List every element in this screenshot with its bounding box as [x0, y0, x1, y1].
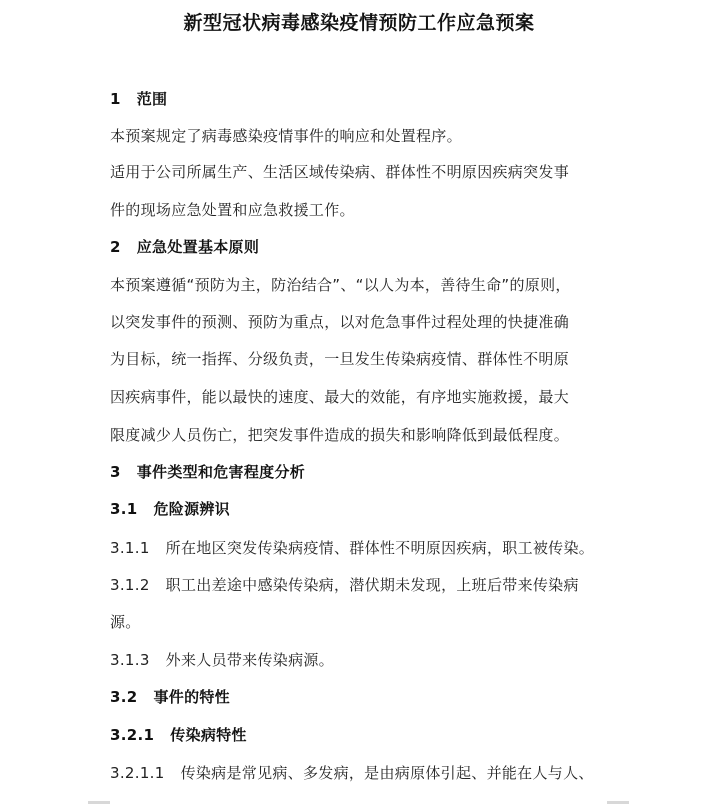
item-number: 3.1.3 — [110, 651, 150, 669]
section-title: 危险源辨识 — [153, 500, 230, 518]
item-text: 外来人员带来传染病源。 — [165, 651, 334, 669]
paragraph-line: 限度减少人员伤亡，把突发事件造成的损失和影响降低到最低程度。 — [110, 426, 570, 444]
paragraph-line: 为目标，统一指挥、分级负责，一旦发生传染病疫情、群体性不明原 — [110, 350, 570, 368]
section-3-2-1-heading — [110, 724, 620, 745]
item-number: 3.1.2 — [110, 576, 150, 594]
list-item-3-1-1 — [110, 537, 620, 558]
section-title: 事件类型和危害程度分析 — [136, 463, 306, 481]
item-text: 所在地区突发传染病疫情、群体性不明原因疾病，职工被传染。 — [165, 539, 595, 557]
section-2-heading — [110, 236, 620, 257]
list-item-3-1-3 — [110, 649, 620, 670]
section-3-1-heading — [110, 498, 620, 519]
section-number: 3.2.1 — [110, 726, 155, 744]
list-item-3-1-2 — [110, 574, 620, 595]
section-number: 3 — [110, 463, 121, 481]
section-number: 2 — [110, 238, 121, 256]
section-3-heading — [110, 461, 620, 482]
paragraph-line: 以突发事件的预测、预防为重点，以对危急事件过程处理的快捷准确 — [110, 313, 570, 331]
section-title: 事件的特性 — [153, 688, 230, 706]
section-number: 1 — [110, 90, 121, 108]
item-text: 职工出差途中感染传染病，潜伏期未发现，上班后带来传染病 — [165, 576, 579, 594]
section-1-heading — [110, 88, 620, 109]
paragraph-line: 适用于公司所属生产、生活区域传染病、群体性不明原因疾病突发事 — [110, 163, 570, 181]
list-item-continuation: 源。 — [110, 613, 141, 631]
list-item-3-2-1-1 — [110, 762, 620, 783]
paragraph-line: 本预案遵循“预防为主，防治结合”、“以人为本，善待生命”的原则， — [110, 276, 571, 294]
section-3-2-heading — [110, 686, 620, 707]
item-number: 3.2.1.1 — [110, 764, 165, 782]
section-number: 3.1 — [110, 500, 138, 518]
document-title: 新型冠状病毒感染疫情预防工作应急预案 — [183, 12, 535, 34]
section-title: 传染病特性 — [170, 726, 247, 744]
paragraph-line: 件的现场应急处置和应急救援工作。 — [110, 201, 355, 219]
paragraph-line: 本预案规定了病毒感染疫情事件的响应和处置程序。 — [110, 127, 462, 145]
item-number: 3.1.1 — [110, 539, 150, 557]
item-text: 传染病是常见病、多发病，是由病原体引起、并能在人与人、 — [180, 764, 594, 782]
section-title: 范围 — [136, 90, 168, 108]
section-number: 3.2 — [110, 688, 138, 706]
paragraph-line: 因疾病事件，能以最快的速度、最大的效能，有序地实施救援，最大 — [110, 388, 570, 406]
section-title: 应急处置基本原则 — [136, 238, 260, 256]
